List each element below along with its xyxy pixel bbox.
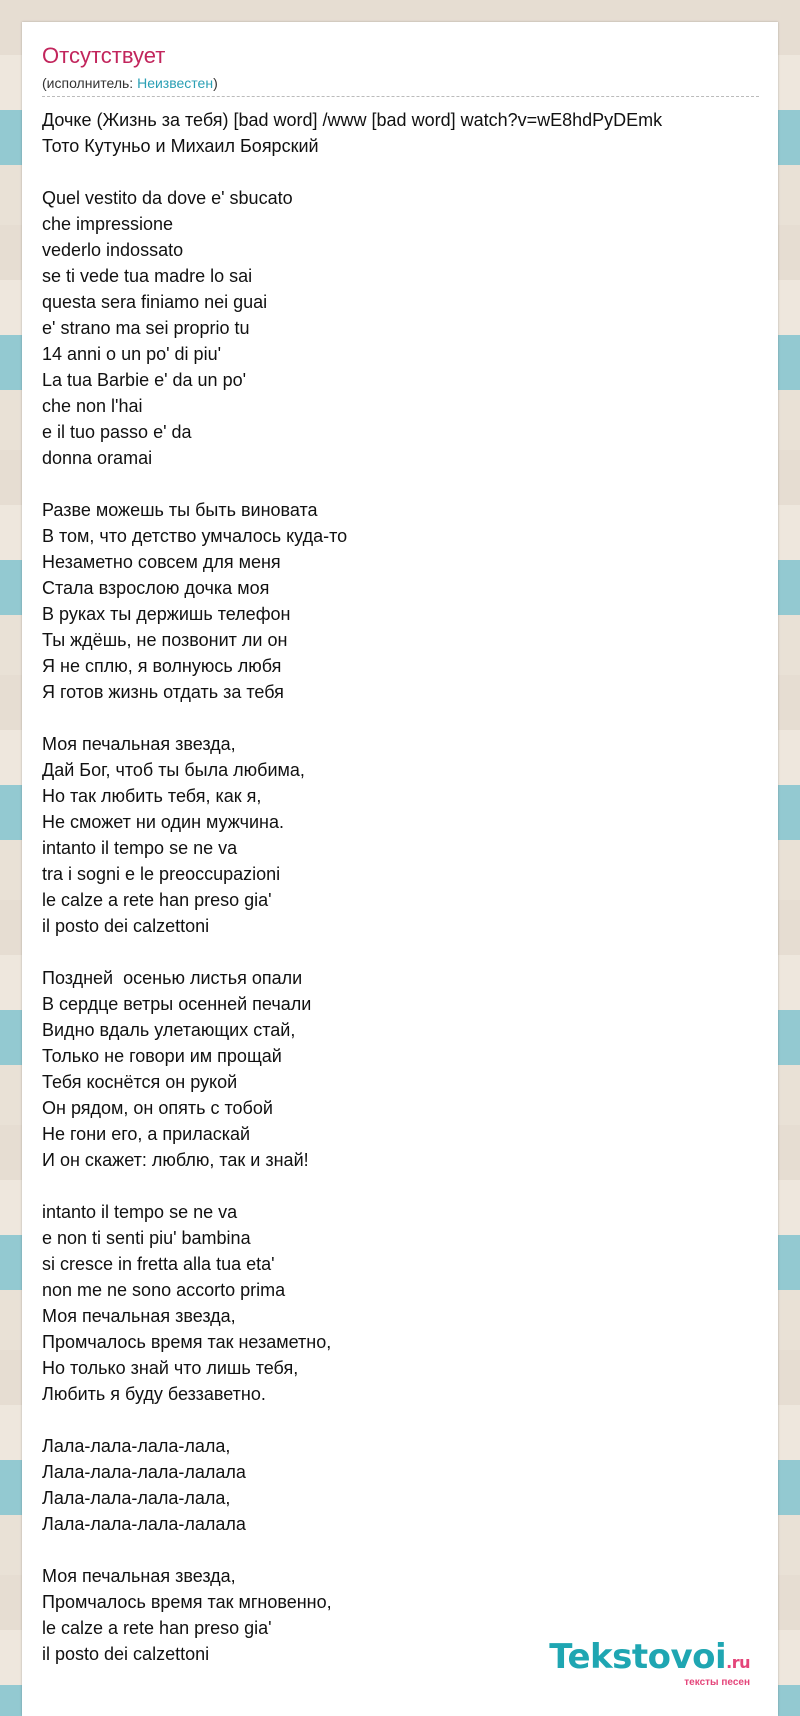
artist-suffix: ): [213, 75, 218, 91]
artist-prefix: (исполнитель:: [42, 75, 138, 91]
artist-link[interactable]: Неизвестен: [137, 75, 214, 91]
artist-line: [42, 74, 759, 97]
logo-main-text: Tekstovoi: [549, 1637, 727, 1677]
logo-tld: .ru: [726, 1653, 750, 1672]
site-logo[interactable]: [549, 1639, 750, 1688]
lyrics-card: [22, 22, 778, 1716]
lyrics-text: Дочке (Жизнь за тебя) [bad word] /www [bad word] watch?v=wE8hdPyDEmk Тото Кутуньо и Михаил Боярский Quel vestito da dove e' sbucato che impressione vederlo indossato se ti vede tua madre lo sai questa sera finiamo nei guai e' strano ma sei proprio tu 14 anni o un po' di piu' La tua Barbie e' da un po' che non l'hai e il tuo passo e' da donna oramai Разве можешь ты быть виновата В том, что детство умчалось куда-то Незаметно совсем для меня Стала взрослою дочка моя В руках ты держишь телефон Ты ждёшь, не позвонит ли он Я не сплю, я волнуюсь любя Я готов жизнь отдать за тебя Моя печальная звезда, Дай Бог, чтоб ты была любима, Но так любить тебя, как я, Не сможет ни один мужчина. intanto il tempo se ne va tra i sogni e le preoccupazioni le calze a rete han preso gia' il posto dei calzettoni Поздней осенью листья опали В сердце ветры осенней печали Видно вдаль улетающих стай, Только не говори им прощай Тебя коснётся он рукой Он рядом, он опять с тобой Не гони его, а приласкай И он скажет: люблю, так и знай! intanto il tempo se ne va e non ti senti piu' bambina si cresce in fretta alla tua eta' non me ne sono accorto prima Моя печальная звезда, Промчалось время так незаметно, Но только знай что лишь тебя, Любить я буду беззаветно. Лала-лала-лала-лала, Лала-лала-лала-лалала Лала-лала-лала-лала, Лала-лала-лала-лалала Моя печальная звезда, Промчалось время так мгновенно, le calze a rete han preso gia' il posto dei calzettoni: [42, 110, 663, 1664]
song-title: Отсутствует: [42, 43, 166, 68]
logo-tagline: тексты песен: [684, 1677, 750, 1688]
logo-wordmark: [549, 1639, 750, 1681]
